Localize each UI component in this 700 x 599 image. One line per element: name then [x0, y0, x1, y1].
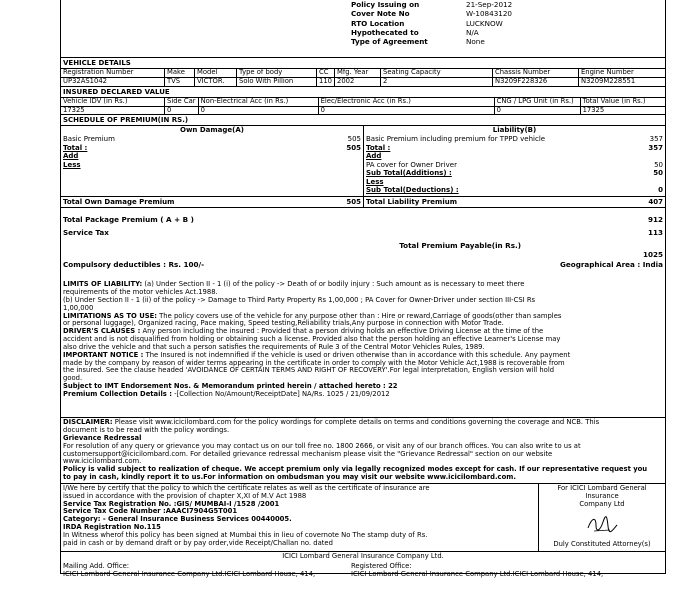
important-notice-text4: good. [63, 374, 83, 383]
idv-value-cell: 17325 [580, 106, 665, 115]
registered-office-label: Registered Office: [351, 561, 412, 570]
policy-field-value: W-10843120 [466, 9, 512, 19]
liability-line [364, 144, 665, 153]
liability-total-value: 407 [648, 198, 663, 207]
idv-value-cell: 17325 [61, 106, 165, 115]
liability-line-label: Sub Total(Additions) : [366, 169, 452, 178]
service-tax-value: 113 [647, 228, 663, 238]
schedule-title: SCHEDULE OF PREMIUM(IN RS.) [60, 115, 666, 126]
grievance-text2: customersupport@icicilombard.com. For detailed grievance redressal mechanism please visit the "Grievance Redressal" section on our website [63, 449, 553, 458]
own-damage-total-value: 505 [346, 198, 361, 207]
registered-office-text: ICICI Lombard General Insurance Company Ltd.ICICI Lombard House, 414, [351, 569, 604, 578]
vehicle-details-title: VEHICLE DETAILS [60, 58, 666, 69]
service-tax-label: Service Tax [63, 228, 109, 238]
vehicle-value-cell: Solo With Pillion [237, 77, 317, 86]
geographical-area: Geographical Area : India [559, 260, 663, 270]
use-limits-text: The policy covers use of the vehicle for any purpose other than : Hire or reward,Carriage of goods(other than samples [159, 311, 562, 320]
liability-line [364, 169, 665, 178]
policy-header-grid [351, 1, 586, 46]
vehicle-value-cell: N3209F228326 [493, 77, 579, 86]
vehicle-header-cell: CC [317, 69, 335, 78]
policy-field-label: Type of Agreement [351, 37, 428, 47]
driver-clause-heading: DRIVER'S CLAUSES : [63, 327, 141, 336]
own-damage-line-label: Add [63, 152, 79, 161]
collection-details: -[Collection No/Amount/ReceiptDate] NA/Rs. 1025 / 21/09/2012 [174, 389, 390, 398]
important-notice-text2: made by the company by reason of wider terms appearing in the certificate in order to comply with the Motor Vehicle Act,1988 is recoverable from [63, 358, 565, 367]
idv-header-cell: CNG / LPG Unit (in Rs.) [494, 97, 580, 106]
policy-header-block [60, 0, 666, 58]
signature-icon [582, 513, 622, 535]
vehicle-header-cell: Registration Number [61, 69, 165, 78]
mailing-office-label: Mailing Add. Office: [63, 561, 130, 570]
liability-limit-a: (a) Under Section II - 1 (i) of the policy -> Death of or bodily injury : Such amount as is necessary to meet there [144, 280, 525, 289]
vehicle-value-row [61, 77, 666, 86]
liability-line [364, 186, 665, 195]
premium-schedule [60, 126, 666, 208]
policy-terms [60, 279, 666, 417]
own-damage-line [61, 135, 363, 144]
witness-text: In Witness wherof this policy has been signed at Mumbai this in lieu of covernote No The stamp duty of Rs. [63, 530, 428, 539]
important-notice-text: The Insured is not indemnified if the vehicle is used or driven otherwise than in accordance with this schedule. Any payment [145, 350, 571, 359]
vehicle-value-cell: N3209M228551 [579, 77, 666, 86]
liability-line-value: 50 [653, 169, 663, 178]
package-premium-label: Total Package Premium ( A + B ) [63, 215, 194, 225]
liability-total-label: Total Liability Premium [366, 198, 457, 207]
liability-line [364, 178, 665, 187]
grievance-heading: Grievance Redressal [63, 434, 142, 443]
cheque-realization-notice2: to pay in cash, kindly report it to us.For information on ombudsman you may visit our website www.icicilombard.com. [63, 473, 516, 482]
service-tax-code: Service Tax Code Number :AAACI7904G5T001 [63, 507, 238, 516]
own-damage-line [61, 144, 363, 153]
vehicle-value-cell: 110 [317, 77, 335, 86]
driver-clause-text2: accident and is not disqualified from holding or obtaining such a license. Provided also that the person holding an effective Learner's License may [63, 335, 561, 344]
signatory-label: Duly Constituted Attorney(s) [553, 540, 651, 549]
idv-table [60, 97, 666, 116]
idv-title: INSURED DECLARED VALUE [60, 87, 666, 98]
idv-header-row [61, 97, 666, 106]
policy-field-value: None [466, 37, 485, 47]
liability-line-value: 357 [649, 135, 663, 144]
disclaimer-heading: DISCLAIMER: [63, 418, 113, 427]
liability-line-label: Less [366, 177, 384, 186]
compulsory-deductible: Compulsory deductibles : Rs. 100/- [63, 260, 205, 270]
vehicle-header-cell: Type of body [237, 69, 317, 78]
idv-header-cell: Vehicle IDV (in Rs.) [61, 97, 165, 106]
total-payable-value: 1025 [642, 250, 663, 260]
idv-value-cell: 0 [198, 106, 318, 115]
policy-field-label: RTO Location [351, 18, 405, 28]
liability-limit-a2: requirements of the motor vehicles Act.1988. [63, 288, 218, 297]
important-notice-text3: the insured. See the clause headed 'AVOIDANCE OF CERTAIN TERMS AND RIGHT OF RECOVERY'.For legal interpretation, English version will hold [63, 366, 555, 375]
vehicle-header-cell: Engine Number [579, 69, 666, 78]
own-damage-line-label: Total : [63, 143, 88, 152]
use-limits-text2: or personal luggage), Organized racing, Pace making, Speed testing,Reliability trials,Any purpose in connection with Motor Trade. [63, 319, 504, 328]
policy-sheet [60, 0, 666, 578]
liability-line-label: Basic Premium including premium for TPPD vehicle [366, 135, 546, 144]
disclaimer-text2: document is to be read with the policy wordings. [63, 426, 230, 435]
footer-company: ICICI Lombard General Insurance Company Ltd. [282, 551, 444, 560]
policy-field-value: 21-Sep-2012 [466, 0, 513, 9]
grievance-text: For resolution of any query or grievance you may contact us on our toll free no. 1800 2666, or visit any of our branch offices. You can also write to us at [63, 441, 581, 450]
own-damage-line [61, 161, 363, 170]
liability-line-value: 357 [648, 143, 663, 152]
idv-header-cell: Non-Electrical Acc (in Rs.) [198, 97, 318, 106]
driver-clause-text: Any person including the insured : Provided that a person driving holds an effective Driving License at the time of the [142, 327, 544, 336]
grievance-text3: www.icicilombard.com. [63, 457, 142, 466]
own-damage-line-label: Basic Premium [63, 135, 115, 144]
idv-header-cell: Total Value (in Rs.) [580, 97, 665, 106]
own-damage-column [61, 126, 363, 207]
liability-line [364, 152, 665, 161]
policy-field-label: Policy Issuing on [351, 0, 420, 9]
for-company-line2: Company Ltd [579, 499, 625, 508]
footer-block [60, 551, 666, 578]
liability-line-label: Add [366, 152, 382, 161]
certificate-text: I/We here by certify that the policy to which the certificate relates as well as the certificate of insurance are [63, 483, 430, 492]
liability-line [364, 161, 665, 170]
for-company-line: For ICICI Lombard General Insurance [557, 483, 647, 500]
premium-summary [60, 208, 666, 279]
idv-value-cell: 0 [494, 106, 580, 115]
vehicle-header-cell: Mfg. Year [335, 69, 381, 78]
vehicle-value-cell: TVS [165, 77, 195, 86]
disclaimer-text: Please visit www.icicilombard.com for the policy wordings for complete details on terms and conditions governing the coverage and NCB. This [114, 418, 600, 427]
vehicle-header-cell: Seating Capacity [381, 69, 493, 78]
important-notice-heading: IMPORTANT NOTICE : [63, 350, 144, 359]
own-damage-line-value: 505 [347, 135, 361, 144]
policy-field-value: N/A [466, 27, 479, 37]
idv-value-row [61, 106, 666, 115]
own-damage-line [61, 152, 363, 161]
vehicle-header-cell: Model [195, 69, 237, 78]
use-limits-heading: LIMITATIONS AS TO USE: [63, 311, 157, 320]
vehicle-header-cell: Chassis Number [493, 69, 579, 78]
liability-limits-heading: LIMITS OF LIABILITY: [63, 280, 143, 289]
liability-line [364, 135, 665, 144]
vehicle-value-cell: VICTOR. [195, 77, 237, 86]
mailing-office-text: ICICI Lombard General Insurance Company Ltd.ICICI Lombard House, 414, [63, 569, 316, 578]
imt-endorsement: Subject to IMT Endorsement Nos. & Memorandum printed herein / attached hereto : 22 [63, 381, 398, 390]
liability-limit-b: (b) Under Section II - 1 (ii) of the policy -> Damage to Third Party Property Rs 1,00,000 ; PA Cover for Owner-Driver under section III-CSI Rs [63, 296, 536, 305]
policy-field-value: LUCKNOW [466, 18, 503, 28]
liability-limit-b2: 1,00,000 [63, 303, 94, 312]
service-category: Category: - General Insurance Business Services 00440005. [63, 515, 292, 524]
own-damage-total-label: Total Own Damage Premium [63, 198, 175, 207]
irda-registration: IRDA Registration No.115 [63, 522, 161, 531]
liability-title: Liability(B) [492, 126, 537, 135]
vehicle-value-cell: 2 [381, 77, 493, 86]
idv-header-cell: Elec/Electronic Acc (in Rs.) [318, 97, 494, 106]
driver-clause-text3: also drive the vehicle and that such a person satisfies the requirements of Rule 3 of the Central Motor Vehicles Rules, 1989. [63, 342, 485, 351]
idv-value-cell: 0 [318, 106, 494, 115]
disclaimer-block [60, 417, 666, 484]
policy-field-label: Hypothecated to [351, 27, 419, 37]
total-payable-label: Total Premium Payable(in Rs.) [399, 241, 521, 251]
package-premium-value: 912 [647, 215, 663, 225]
witness-text2: paid in cash or by demand draft or by pay order,vide Receipt/Challan no. dated [63, 538, 333, 547]
liability-line-value: 50 [654, 160, 663, 169]
certificate-text2: issued in accordance with the provision of chapter X,XI of M.V Act 1988 [63, 491, 307, 500]
own-damage-line-label: Less [63, 160, 81, 169]
vehicle-value-cell: 2002 [335, 77, 381, 86]
liability-line-value: 0 [658, 186, 663, 195]
vehicle-header-row [61, 69, 666, 78]
vehicle-header-cell: Make [165, 69, 195, 78]
vehicle-value-cell: UP32AS1042 [61, 77, 165, 86]
liability-line-label: Total : [366, 143, 391, 152]
own-damage-title: Own Damage(A) [180, 126, 244, 135]
liability-line-label: Sub Total(Deductions) : [366, 186, 459, 195]
cheque-realization-notice: Policy is valid subject to realization of cheque. We accept premium only via legally recognized modes except for cash. If our representative request you [63, 465, 648, 474]
liability-column [363, 126, 665, 207]
idv-value-cell: 0 [165, 106, 199, 115]
own-damage-line-value: 505 [346, 143, 361, 152]
policy-field-label: Cover Note No [351, 9, 410, 19]
collection-heading: Premium Collection Details : [63, 389, 172, 398]
service-tax-registration: Service Tax Registration No. :GIS/ MUMBAI-I /1528 /2001 [63, 499, 280, 508]
liability-line-label: PA cover for Owner Driver [366, 160, 457, 169]
certificate-block [60, 484, 666, 552]
vehicle-details-table [60, 68, 666, 87]
idv-header-cell: Side Car [165, 97, 199, 106]
